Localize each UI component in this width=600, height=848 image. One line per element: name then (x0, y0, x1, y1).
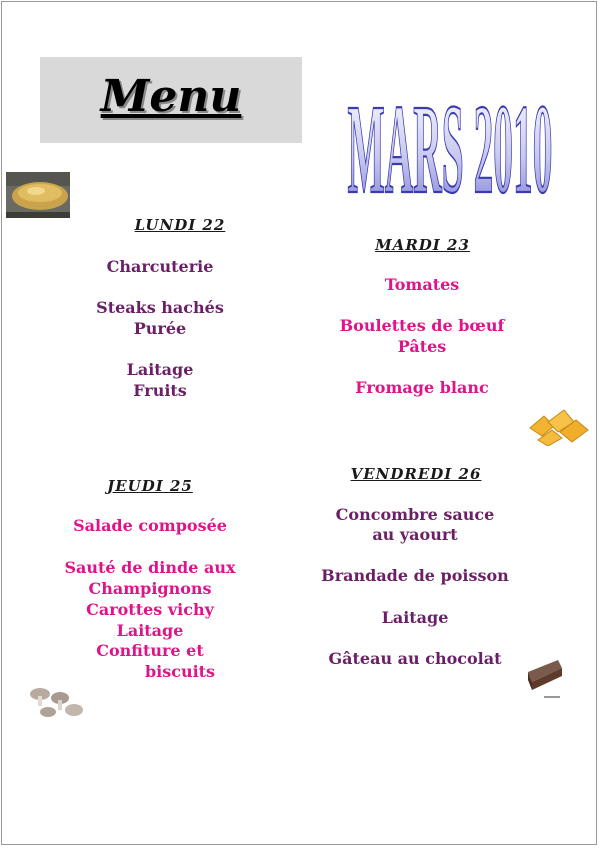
dish-jeudi-4: Carottes vichy (86, 600, 214, 619)
dish-vendredi-2: au yaourt (372, 525, 458, 544)
dish-jeudi-2: Sauté de dinde aux (64, 558, 236, 577)
dish-vendredi-5: Gâteau au chocolat (328, 649, 502, 668)
puree-photo (6, 172, 70, 218)
mushroom-photo (26, 682, 86, 722)
dish-lundi-4: Laitage (126, 360, 194, 379)
dish-lundi-5: Fruits (133, 381, 187, 400)
dish-lundi-2: Steaks hachés (96, 298, 224, 317)
month-title-wordart (338, 80, 563, 205)
dish-mardi-2: Boulettes de bœuf (339, 316, 505, 335)
dish-vendredi-1: Concombre sauce (335, 505, 495, 524)
dish-mardi-3: Pâtes (397, 337, 447, 356)
menu-title: Menu (100, 71, 242, 122)
cake-photo (524, 650, 564, 702)
dish-jeudi-6: Confiture et (96, 641, 204, 660)
day-heading-mardi: MARDI 23 (375, 236, 470, 254)
dish-vendredi-4: Laitage (381, 608, 449, 627)
dish-jeudi-7: biscuits (144, 662, 216, 681)
pasta-photo (524, 402, 594, 446)
day-heading-jeudi: JEUDI 25 (107, 477, 193, 495)
month-title-text: MARS 2010 (347, 80, 553, 205)
dish-jeudi-5: Laitage (116, 621, 184, 640)
day-heading-vendredi: VENDREDI 26 (350, 465, 482, 483)
dish-jeudi-3: Champignons (88, 579, 212, 598)
menu-title-box (40, 57, 302, 143)
dish-lundi-3: Purée (133, 319, 187, 338)
dish-mardi-4: Fromage blanc (355, 378, 489, 397)
dish-lundi-1: Charcuterie (106, 257, 214, 276)
day-heading-lundi: LUNDI 22 (134, 216, 226, 234)
dish-mardi-1: Tomates (384, 275, 460, 294)
dish-jeudi-1: Salade composée (73, 516, 227, 535)
dish-vendredi-3: Brandade de poisson (321, 566, 509, 585)
